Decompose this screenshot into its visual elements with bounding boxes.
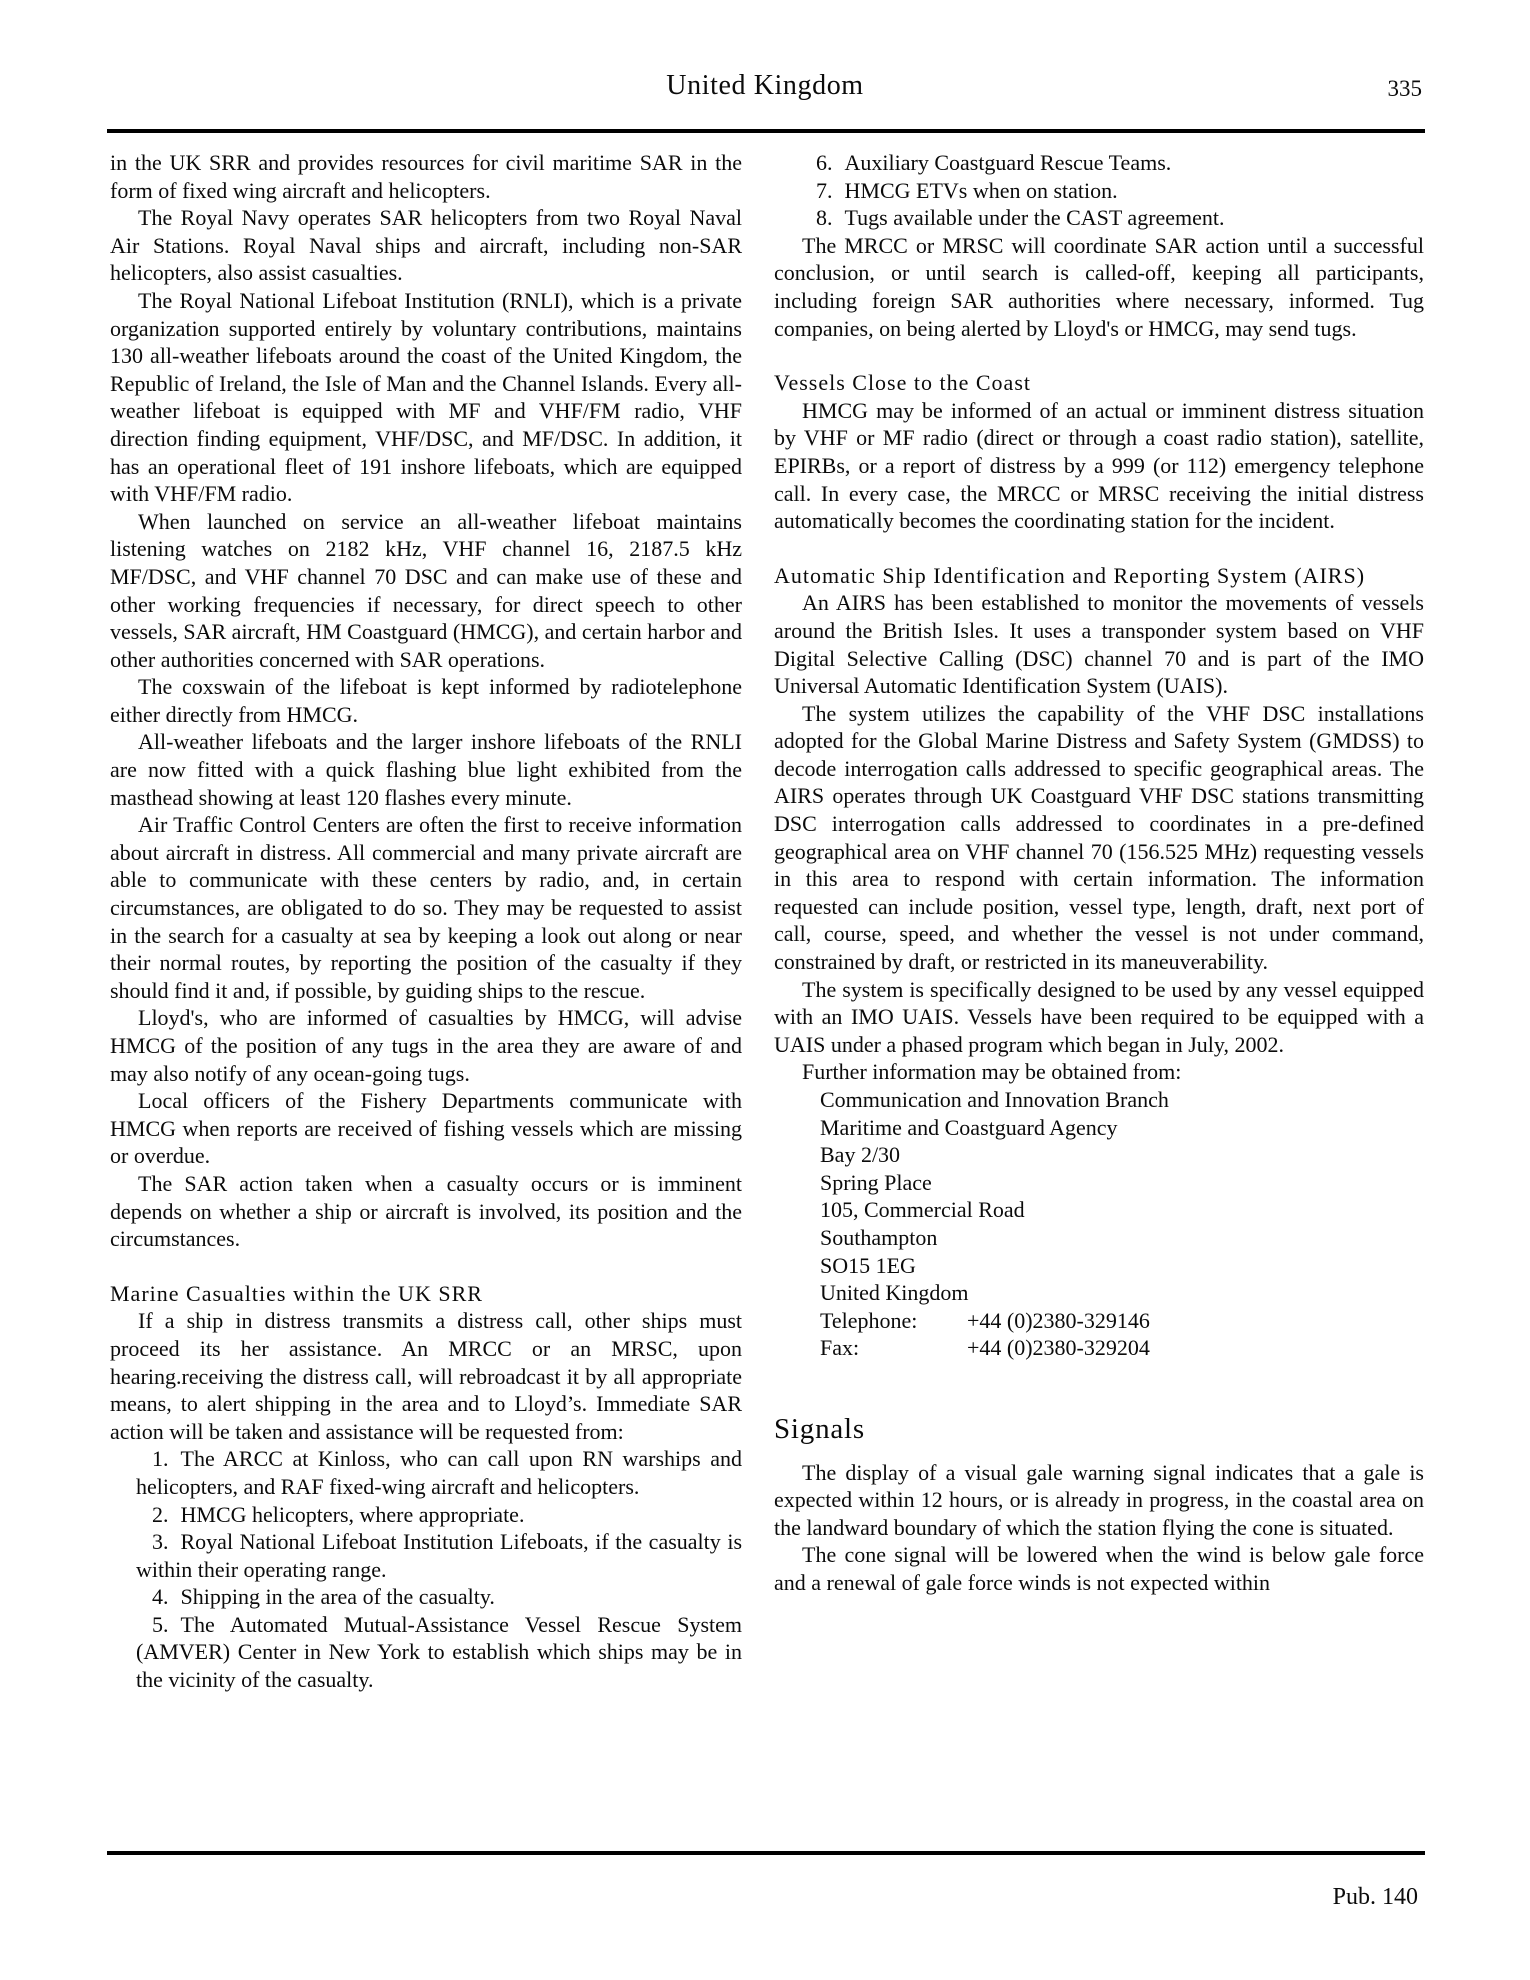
contact-row — [774, 1334, 1424, 1362]
section-heading-airs: Automatic Ship Identification and Reporting System (AIRS) — [774, 562, 1366, 588]
paragraph-continuation: in the UK SRR and provides resources for civil maritime SAR in the form of fixed wing aircraft and helicopters. — [110, 150, 742, 203]
paragraph: The cone signal will be lowered when the wind is below gale force and a renewal of gale force winds is not expected within — [774, 1542, 1424, 1595]
list-item — [110, 1501, 742, 1529]
page-number: 335 — [1387, 76, 1422, 101]
list-item-text: HMCG helicopters, where appropriate. — [180, 1501, 525, 1527]
address-line: United Kingdom — [820, 1280, 969, 1306]
list-item-text: Royal National Lifeboat Institution Lifeboats, if the casualty is within their operating range. — [136, 1529, 742, 1582]
list-item — [774, 149, 1424, 177]
list-item — [774, 177, 1424, 205]
right-column — [774, 149, 1424, 1597]
address-line: Southampton — [820, 1224, 938, 1250]
paragraph-further-info: Further information may be obtained from: — [802, 1059, 1182, 1085]
paragraph: The MRCC or MRSC will coordinate SAR action until a successful conclusion, or until search is called-off, keeping all participants, including foreign SAR authorities where necessary, informed. Tug companies, on being alerted by Lloyd's or HMCG, may send tugs. — [774, 232, 1424, 341]
paragraph: The coxswain of the lifeboat is kept informed by radiotelephone either directly from HMCG. — [110, 674, 742, 727]
address-line: SO15 1EG — [820, 1252, 916, 1278]
section-heading-vessels-close: Vessels Close to the Coast — [774, 370, 1031, 396]
list-item-number: 4. — [152, 1584, 169, 1610]
paragraph: HMCG may be informed of an actual or imminent distress situation by VHF or MF radio (direct or through a coast radio station), satellite, EPIRBs, or a report of distress by a 999 (or 112) emergency telephone call. In every case, the MRCC or MRSC receiving the initial distress automatically becomes the coordinating station for the incident. — [774, 397, 1424, 534]
section-heading-marine-casualties: Marine Casualties within the UK SRR — [110, 1280, 483, 1306]
address-line: Bay 2/30 — [820, 1142, 901, 1168]
paragraph: Local officers of the Fishery Departments communicate with HMCG when reports are received of fishing vessels which are missing or overdue. — [110, 1088, 742, 1169]
list-item — [110, 1583, 742, 1611]
contact-row — [774, 1307, 1424, 1335]
list-item-text: The Automated Mutual-Assistance Vessel Rescue System (AMVER) Center in New York to establish which ships may be in the vicinity of the casualty. — [136, 1611, 742, 1693]
left-column — [110, 149, 742, 1694]
address-line: Maritime and Coastguard Agency — [820, 1114, 1118, 1140]
paragraph: The Royal Navy operates SAR helicopters from two Royal Naval Air Stations. Royal Naval ships and aircraft, including non-SAR helicopters, also assist casualties. — [110, 205, 742, 286]
paragraph: Air Traffic Control Centers are often the first to receive information about aircraft in distress. All commercial and many private aircraft are able to communicate with these centers by radio, and, in certain circumstances, are obligated to do so. They may be requested to assist in the search for a casualty at sea by keeping a look out along or near their normal routes, by reporting the position of the casualty if they should find it and, if possible, by guiding ships to the rescue. — [110, 812, 742, 1003]
list-item — [774, 204, 1424, 232]
list-item-text: Shipping in the area of the casualty. — [180, 1584, 495, 1610]
list-item-number: 8. — [816, 205, 833, 231]
list-item-number: 6. — [816, 150, 833, 175]
paragraph: The display of a visual gale warning signal indicates that a gale is expected within 12 hours, or is already in progress, in the coastal area on the landward boundary of which the station flying the cone is situated. — [774, 1459, 1424, 1540]
paragraph: When launched on service an all-weather lifeboat maintains listening watches on 2182 kHz, VHF channel 16, 2187.5 kHz MF/DSC, and VHF channel 70 DSC and can make use of these and other working frequencies if necessary, for direct speech to other vessels, SAR aircraft, HM Coastguard (HMCG), and certain harbor and other authorities concerned with SAR operations. — [110, 508, 742, 672]
paragraph: Lloyd's, who are informed of casualties by HMCG, will advise HMCG of the position of any tugs in the area they are aware of and may also notify of any ocean-going tugs. — [110, 1005, 742, 1086]
list-item-number: 5. — [152, 1611, 169, 1637]
section-heading-signals: Signals — [774, 1412, 865, 1445]
paragraph: An AIRS has been established to monitor the movements of vessels around the British Isles. It uses a transponder system based on VHF Digital Selective Calling (DSC) channel 70 and is part of the IMO Universal Automatic Identification System (UAIS). — [774, 590, 1424, 699]
address-line: 105, Commercial Road — [820, 1197, 1025, 1223]
paragraph: If a ship in distress transmits a distress call, other ships must proceed its her assistance. An MRCC or an MRSC, upon hearing.receiving the distress call, will rebroadcast it by all appropriate means, to alert shipping in the area and to Lloyd’s. Immediate SAR action will be taken and assistance will be requested from: — [110, 1308, 742, 1444]
paragraph: The system utilizes the capability of the VHF DSC installations adopted for the Global Marine Distress and Safety System (GMDSS) to decode interrogation calls addressed to specific geographical areas. The AIRS operates through UK Coastguard VHF DSC stations transmitting DSC interrogation calls addressed to coordinates in a pre-defined geographical area on VHF channel 70 (156.525 MHz) requesting vessels in this area to respond with certain information. The information requested can include position, vessel type, length, draft, next port of call, course, speed, and whether the vessel is not under command, constrained by draft, or restricted in its maneuverability. — [774, 700, 1424, 975]
header-rule — [107, 129, 1425, 133]
paragraph: All-weather lifeboats and the larger inshore lifeboats of the RNLI are now fitted with a quick flashing blue light exhibited from the masthead showing at least 120 flashes every minute. — [110, 729, 742, 810]
list-item-number: 2. — [152, 1501, 169, 1527]
list-item-text: Auxiliary Coastguard Rescue Teams. — [844, 150, 1172, 175]
list-item — [110, 1528, 742, 1583]
paragraph: The system is specifically designed to be used by any vessel equipped with an IMO UAIS. Vessels have been required to be equipped with a UAIS under a phased program which began in July, 2002. — [774, 976, 1424, 1057]
footer-publication: Pub. 140 — [1332, 1884, 1418, 1910]
list-item-text: HMCG ETVs when on station. — [844, 177, 1118, 203]
contact-label: Telephone: — [820, 1307, 918, 1333]
contact-value: +44 (0)2380-329204 — [967, 1335, 1150, 1361]
list-item-number: 1. — [152, 1446, 169, 1472]
list-item-text: The ARCC at Kinloss, who can call upon RN warships and helicopters, and RAF fixed-wing aircraft and helicopters. — [136, 1446, 742, 1499]
contact-value: +44 (0)2380-329146 — [967, 1307, 1150, 1333]
page-header-title: United Kingdom — [666, 70, 864, 101]
paragraph: The Royal National Lifeboat Institution (RNLI), which is a private organization supported entirely by voluntary contributions, maintains 130 all-weather lifeboats around the coast of the United Kingdom, the Republic of Ireland, the Isle of Man and the Channel Islands. Every all-weather lifeboat is equipped with MF and VHF/FM radio, VHF direction finding equipment, VHF/DSC, and MF/DSC. In addition, it has an operational fleet of 191 inshore lifeboats, which are equipped with VHF/FM radio. — [110, 287, 742, 507]
list-item-number: 3. — [152, 1529, 169, 1555]
address-line: Communication and Innovation Branch — [820, 1087, 1169, 1112]
list-item — [110, 1611, 742, 1694]
list-item-number: 7. — [816, 177, 833, 203]
footer-rule — [107, 1851, 1425, 1855]
list-item — [110, 1445, 742, 1500]
paragraph: The SAR action taken when a casualty occurs or is imminent depends on whether a ship or aircraft is involved, its position and the circumstances. — [110, 1170, 742, 1252]
contact-label: Fax: — [820, 1335, 860, 1361]
address-line: Spring Place — [820, 1169, 932, 1195]
list-item-text: Tugs available under the CAST agreement. — [844, 205, 1225, 231]
